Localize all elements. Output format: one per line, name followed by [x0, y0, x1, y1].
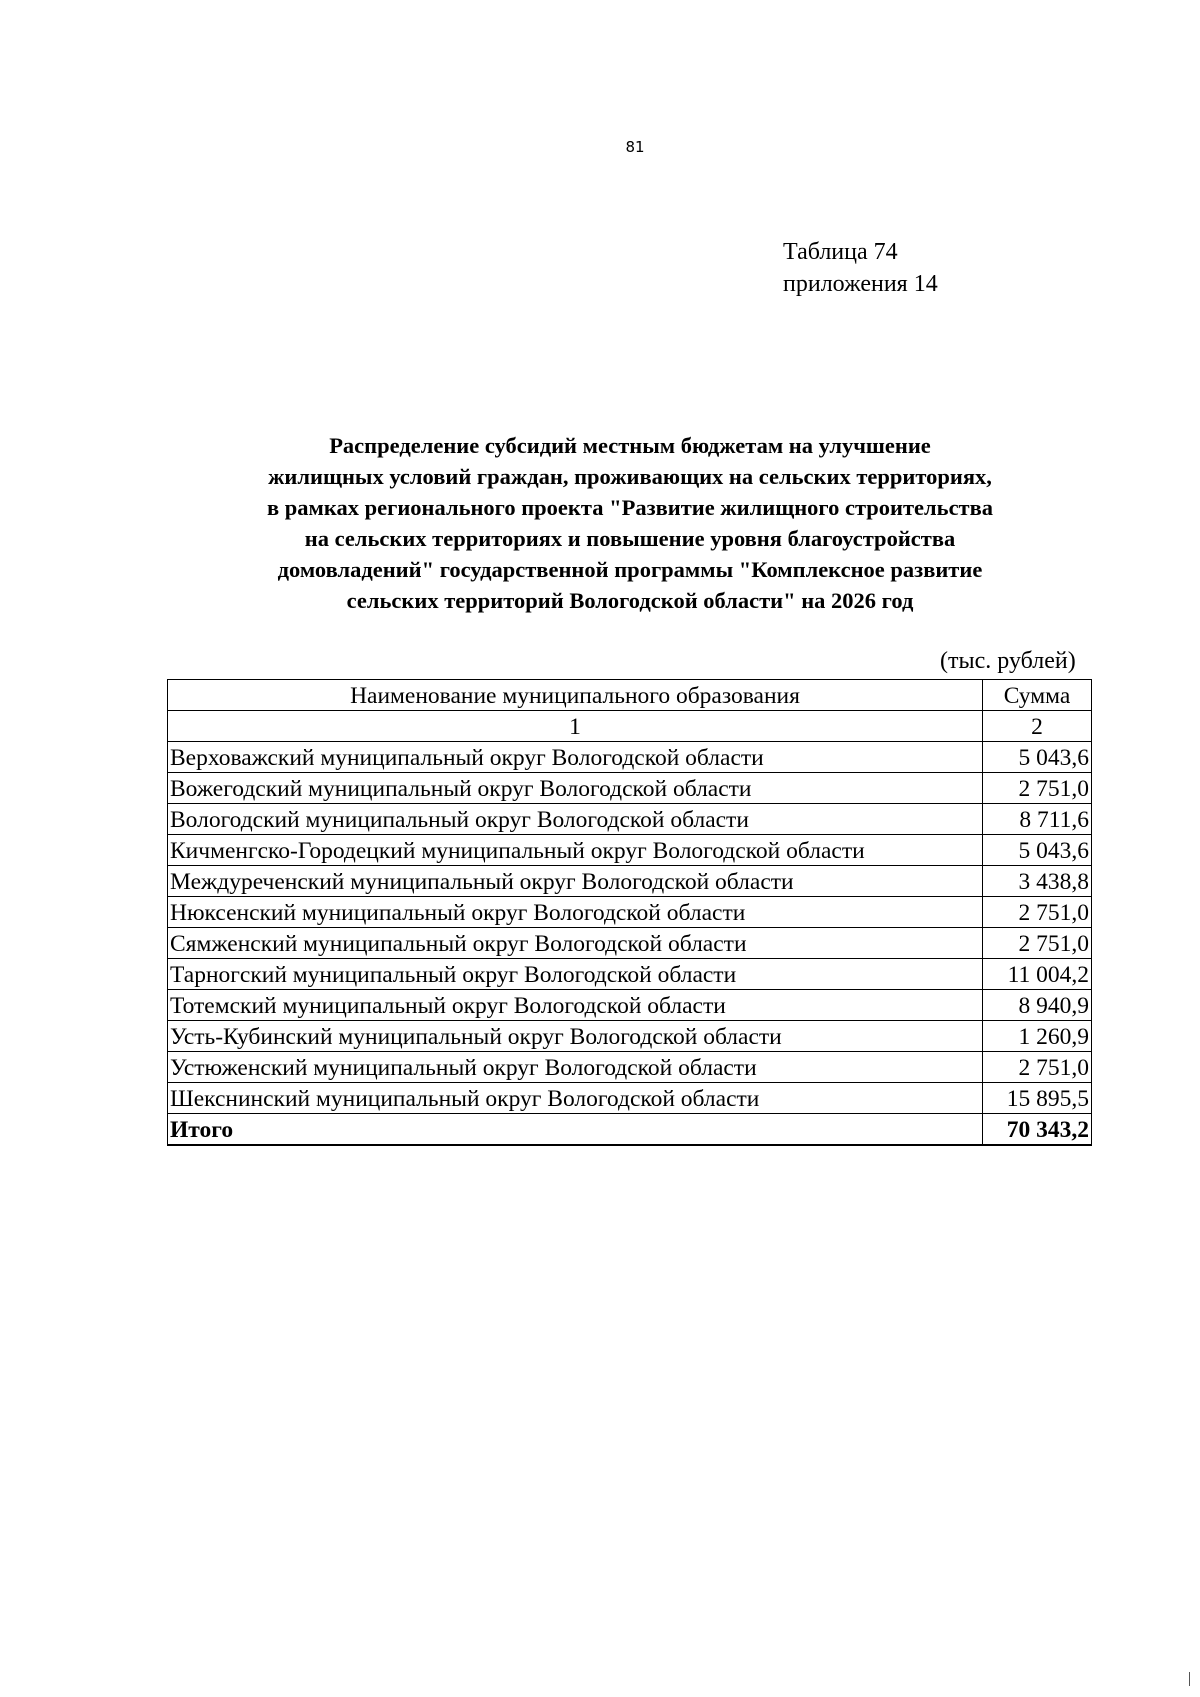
table-row	[168, 928, 1092, 959]
amount-cell: 8 711,6	[983, 804, 1092, 835]
table-row	[168, 959, 1092, 990]
municipality-name: Шекснинский муниципальный округ Вологодской области	[168, 1083, 983, 1114]
table-row	[168, 866, 1092, 897]
appendix-number: приложения 14	[783, 271, 938, 297]
municipality-name: Вожегодский муниципальный округ Вологодской области	[168, 773, 983, 804]
table-row	[168, 897, 1092, 928]
column-number: 1	[168, 711, 983, 742]
amount-cell: 11 004,2	[983, 959, 1092, 990]
amount-cell: 3 438,8	[983, 866, 1092, 897]
title-line: жилищных условий граждан, проживающих на сельских территориях,	[268, 464, 992, 489]
table-row	[168, 742, 1092, 773]
header-amount: Сумма	[983, 680, 1092, 711]
municipality-name: Тарногский муниципальный округ Вологодской области	[168, 959, 983, 990]
title-line: Распределение субсидий местным бюджетам на улучшение	[329, 433, 931, 458]
municipality-name: Тотемский муниципальный округ Вологодской области	[168, 990, 983, 1021]
amount-cell: 2 751,0	[983, 897, 1092, 928]
municipality-name: Устюженский муниципальный округ Вологодской области	[168, 1052, 983, 1083]
table-row	[168, 1083, 1092, 1114]
table-row	[168, 1021, 1092, 1052]
table-row	[168, 835, 1092, 866]
table-row	[168, 804, 1092, 835]
table-row	[168, 773, 1092, 804]
header-name: Наименование муниципального образования	[168, 680, 983, 711]
table-number: Таблица 74	[783, 239, 898, 265]
table-row	[168, 990, 1092, 1021]
municipality-name: Междуреченский муниципальный округ Вологодской области	[168, 866, 983, 897]
page-number: 81	[625, 138, 645, 156]
total-label: Итого	[168, 1114, 983, 1146]
municipality-name: Нюксенский муниципальный округ Вологодской области	[168, 897, 983, 928]
amount-cell: 1 260,9	[983, 1021, 1092, 1052]
municipality-name: Сямженский муниципальный округ Вологодской области	[168, 928, 983, 959]
municipality-name: Кичменгско-Городецкий муниципальный округ Вологодской области	[168, 835, 983, 866]
title-line: домовладений" государственной программы "Комплексное развитие	[277, 557, 983, 582]
total-amount: 70 343,2	[983, 1114, 1092, 1146]
header-row	[168, 680, 1092, 711]
column-number: 2	[983, 711, 1092, 742]
scan-edge-mark	[1189, 1672, 1190, 1686]
document-title	[180, 430, 1080, 616]
amount-cell: 5 043,6	[983, 742, 1092, 773]
table-row	[168, 1052, 1092, 1083]
amount-cell: 2 751,0	[983, 1052, 1092, 1083]
amount-cell: 8 940,9	[983, 990, 1092, 1021]
amount-cell: 5 043,6	[983, 835, 1092, 866]
amount-cell: 2 751,0	[983, 773, 1092, 804]
table-reference	[783, 236, 938, 300]
title-line: сельских территорий Вологодской области" на 2026 год	[346, 588, 914, 613]
units-label: (тыс. рублей)	[940, 648, 1076, 674]
column-number-row	[168, 711, 1092, 742]
subsidy-table	[167, 679, 1092, 1146]
title-line: на сельских территориях и повышение уровня благоустройства	[304, 526, 956, 551]
title-line: в рамках регионального проекта "Развитие жилищного строительства	[266, 495, 994, 520]
municipality-name: Усть-Кубинский муниципальный округ Вологодской области	[168, 1021, 983, 1052]
municipality-name: Вологодский муниципальный округ Вологодской области	[168, 804, 983, 835]
amount-cell: 2 751,0	[983, 928, 1092, 959]
total-row	[168, 1114, 1092, 1146]
amount-cell: 15 895,5	[983, 1083, 1092, 1114]
municipality-name: Верховажский муниципальный округ Вологодской области	[168, 742, 983, 773]
